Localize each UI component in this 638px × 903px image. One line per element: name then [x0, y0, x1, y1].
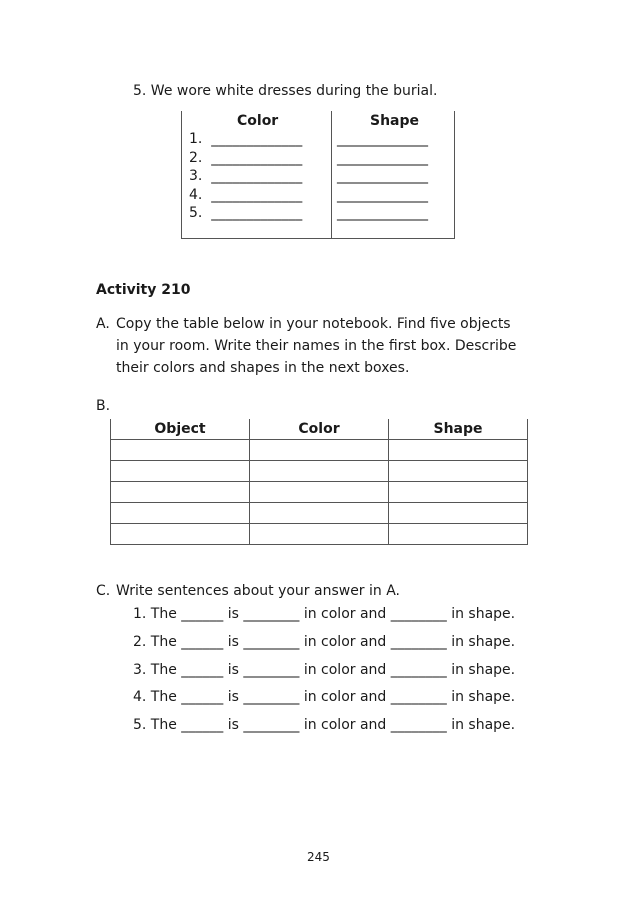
- shape-blank[interactable]: _____________: [337, 205, 428, 221]
- c-instruction: Write sentences about your answer in A.: [116, 583, 401, 599]
- shape-header: Shape: [370, 113, 420, 129]
- color-cell[interactable]: [250, 524, 389, 545]
- item-5-sentence: 5. We wore white dresses during the burial.: [133, 83, 438, 99]
- object-cell[interactable]: [111, 524, 250, 545]
- color-blank[interactable]: _____________: [211, 205, 303, 221]
- sentence-line: 2. The ______ is ________ in color and ________ in shape.: [133, 634, 516, 650]
- shape-cell[interactable]: [389, 503, 528, 524]
- a-instruction-line: Copy the table below in your notebook. Find five objects: [116, 316, 511, 332]
- object-cell[interactable]: [111, 482, 250, 503]
- object-header: Object: [111, 419, 250, 440]
- shape-blank[interactable]: _____________: [337, 150, 428, 166]
- row-number: 5.: [189, 205, 203, 221]
- row-number: 3.: [189, 168, 203, 184]
- table-row: [111, 440, 528, 461]
- table-row: [111, 524, 528, 545]
- shape-cell[interactable]: [389, 482, 528, 503]
- a-instruction-line: their colors and shapes in the next boxes.: [116, 360, 410, 376]
- shape-cell[interactable]: [389, 524, 528, 545]
- color-blank[interactable]: _____________: [211, 168, 303, 184]
- color-blank[interactable]: _____________: [211, 131, 303, 147]
- color-cell[interactable]: [250, 482, 389, 503]
- color-header: Color: [250, 419, 389, 440]
- shape-blank[interactable]: _____________: [337, 168, 428, 184]
- a-instruction-line: in your room. Write their names in the first box. Describe: [116, 338, 517, 354]
- color-cell[interactable]: [250, 503, 389, 524]
- shape-blank[interactable]: _____________: [337, 131, 428, 147]
- page-number: 245: [307, 850, 330, 864]
- activity-title: Activity 210: [96, 282, 191, 298]
- row-number: 4.: [189, 187, 203, 203]
- sentence-line: 4. The ______ is ________ in color and ________ in shape.: [133, 689, 516, 705]
- sentence-line: 5. The ______ is ________ in color and ________ in shape.: [133, 717, 516, 733]
- a-label: A.: [96, 316, 110, 332]
- table-row: [111, 503, 528, 524]
- color-shape-table: [181, 111, 455, 239]
- color-cell[interactable]: [250, 440, 389, 461]
- table-row: [111, 461, 528, 482]
- sentence-line: 3. The ______ is ________ in color and ________ in shape.: [133, 662, 516, 678]
- object-cell[interactable]: [111, 440, 250, 461]
- c-label: C.: [96, 583, 111, 599]
- table-divider: [331, 111, 332, 238]
- color-blank[interactable]: _____________: [211, 187, 303, 203]
- object-cell[interactable]: [111, 503, 250, 524]
- object-cell[interactable]: [111, 461, 250, 482]
- row-number: 1.: [189, 131, 203, 147]
- sentence-line: 1. The ______ is ________ in color and ________ in shape.: [133, 606, 516, 622]
- b-label: B.: [96, 398, 111, 414]
- object-color-shape-table: [110, 419, 528, 545]
- color-header: Color: [237, 113, 279, 129]
- shape-header: Shape: [389, 419, 528, 440]
- shape-blank[interactable]: _____________: [337, 187, 428, 203]
- table-row: [111, 482, 528, 503]
- row-number: 2.: [189, 150, 203, 166]
- color-blank[interactable]: _____________: [211, 150, 303, 166]
- shape-cell[interactable]: [389, 461, 528, 482]
- shape-cell[interactable]: [389, 440, 528, 461]
- color-cell[interactable]: [250, 461, 389, 482]
